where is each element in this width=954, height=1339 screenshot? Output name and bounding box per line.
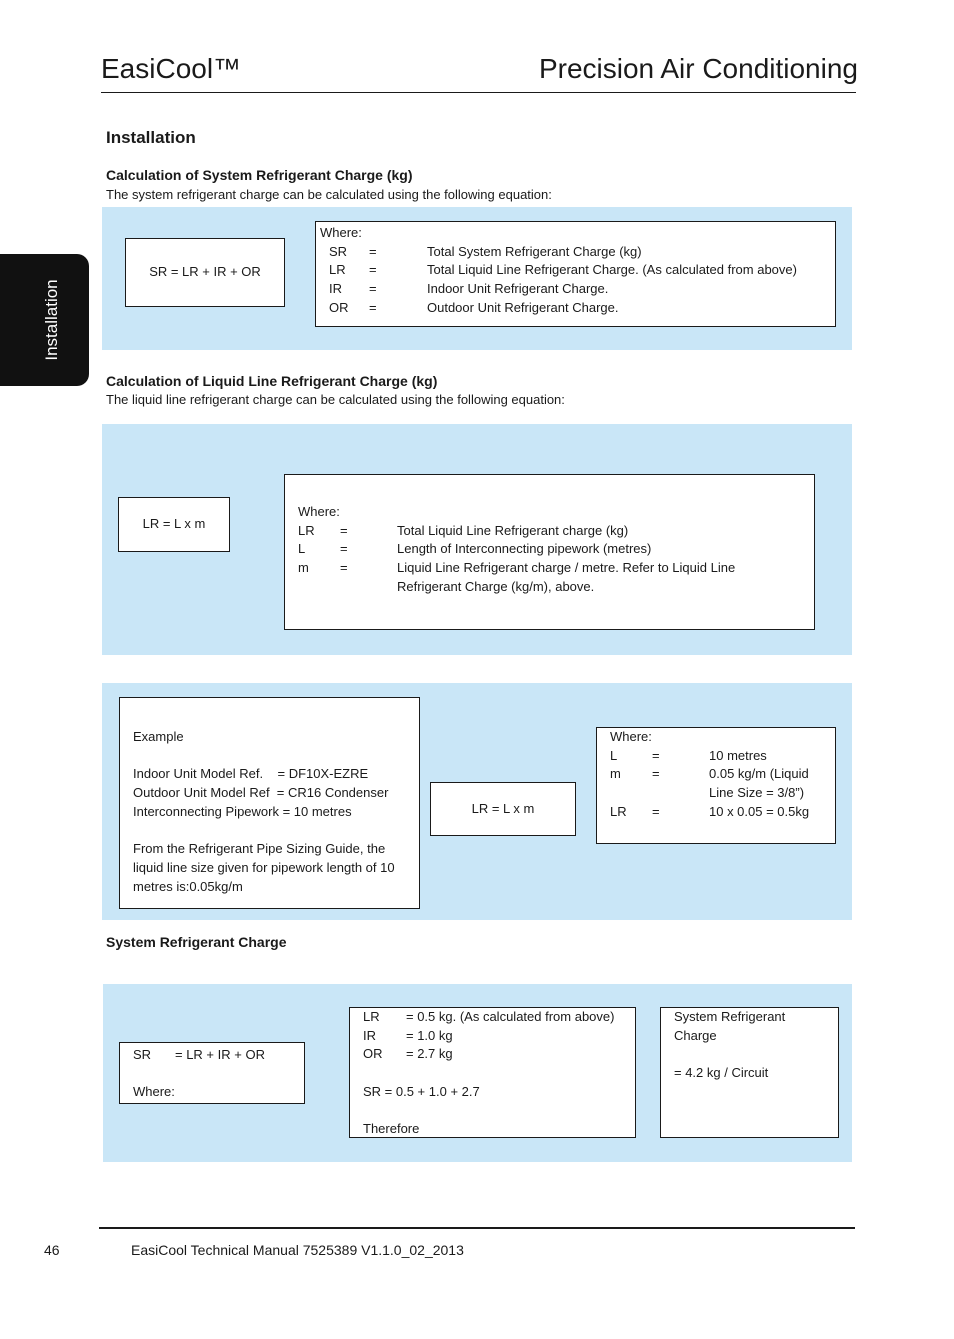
system-charge-panel bbox=[102, 207, 852, 350]
example-note: From the Refrigerant Pipe Sizing Guide, the liquid line size given for pipework length of 10 metres is:0.05kg/m bbox=[133, 841, 395, 894]
definition-equals: = bbox=[369, 281, 377, 297]
definition-row bbox=[298, 540, 801, 559]
definition-row bbox=[610, 803, 831, 822]
result-label: System Refrigerant Charge bbox=[674, 1009, 786, 1043]
value-symbol: LR bbox=[363, 1009, 380, 1024]
definition-equals: = bbox=[652, 803, 660, 819]
where-label: Where: bbox=[320, 225, 362, 240]
definition-text: Outdoor Unit Refrigerant Charge. bbox=[427, 299, 619, 315]
definition-symbol: IR bbox=[329, 281, 342, 297]
definition-row bbox=[329, 299, 831, 318]
definition-equals: = bbox=[340, 560, 348, 576]
definition-equals: = bbox=[369, 299, 377, 315]
definition-text: 10 x 0.05 = 0.5kg bbox=[709, 803, 810, 819]
sum-line: SR = 0.5 + 1.0 + 2.7 bbox=[363, 1083, 480, 1099]
example-equation: LR = L x m bbox=[471, 800, 535, 816]
example-title: Example bbox=[133, 729, 184, 744]
definition-equals: = bbox=[652, 747, 660, 763]
value-symbol: IR bbox=[363, 1027, 376, 1043]
definition-text: 0.05 kg/m (Liquid Line Size = 3/8”) bbox=[709, 766, 809, 801]
header-rule bbox=[101, 92, 856, 93]
definition-symbol: m bbox=[298, 560, 309, 576]
definition-text: Total Liquid Line Refrigerant Charge. (As calculated from above) bbox=[427, 262, 797, 278]
header-brand: EasiCool™ bbox=[101, 53, 242, 84]
value-row bbox=[363, 1045, 631, 1064]
system-equation: SR = LR + IR + OR bbox=[149, 264, 261, 280]
definition-row bbox=[329, 243, 831, 262]
example-line: Indoor Unit Model Ref. = DF10X-EZRE bbox=[133, 766, 369, 782]
definition-symbol: LR bbox=[329, 262, 346, 278]
definition-row bbox=[610, 765, 831, 802]
side-tab-label: Installation bbox=[42, 279, 61, 361]
definition-equals: = bbox=[652, 766, 660, 782]
where-label: Where: bbox=[610, 729, 652, 744]
definition-text: Total Liquid Line Refrigerant charge (kg) bbox=[397, 522, 629, 538]
definition-equals: = bbox=[340, 522, 348, 538]
side-tab bbox=[0, 254, 89, 386]
liquid-charge-intro: The liquid line refrigerant charge can be calculated using the following equation: bbox=[106, 392, 565, 407]
value-row bbox=[363, 1027, 631, 1046]
definition-text: Indoor Unit Refrigerant Charge. bbox=[427, 281, 609, 297]
definition-text: Liquid Line Refrigerant charge / metre. Refer to Liquid Line Refrigerant Charge (kg/m), above. bbox=[397, 560, 736, 594]
therefore-line: Therefore bbox=[363, 1121, 420, 1137]
example-box bbox=[119, 697, 420, 909]
value-text: = 1.0 kg bbox=[406, 1027, 453, 1043]
example-definitions-box bbox=[596, 727, 836, 844]
definition-equals: = bbox=[369, 243, 377, 259]
definition-symbol: SR bbox=[329, 243, 348, 259]
definition-row bbox=[610, 747, 831, 766]
system-result-values-box bbox=[349, 1007, 636, 1138]
system-charge-intro: The system refrigerant charge can be calculated using the following equation: bbox=[106, 187, 552, 202]
where-label: Where: bbox=[133, 1084, 175, 1100]
where-label: Where: bbox=[298, 504, 340, 519]
example-line: Outdoor Unit Model Ref = CR16 Condenser bbox=[133, 785, 389, 801]
value-text: = 0.5 kg. (As calculated from above) bbox=[406, 1009, 615, 1024]
system-result-equation-box bbox=[119, 1042, 305, 1104]
result-value: = 4.2 kg / Circuit bbox=[674, 1065, 769, 1081]
definition-symbol: LR bbox=[298, 522, 315, 538]
liquid-equation-box bbox=[118, 497, 230, 552]
system-result-total-box bbox=[660, 1007, 839, 1138]
value-row bbox=[363, 1008, 631, 1027]
header-title: Precision Air Conditioning bbox=[538, 53, 858, 84]
liquid-definitions-box bbox=[284, 474, 815, 630]
footer-rule bbox=[99, 1227, 855, 1229]
system-result-heading: System Refrigerant Charge bbox=[106, 934, 287, 950]
system-charge-heading: Calculation of System Refrigerant Charge (kg) bbox=[106, 167, 413, 183]
liquid-equation: LR = L x m bbox=[142, 516, 206, 532]
definition-symbol: LR bbox=[610, 803, 627, 819]
example-line: Interconnecting Pipework = 10 metres bbox=[133, 803, 352, 819]
definition-text: Total System Refrigerant Charge (kg) bbox=[427, 243, 642, 259]
definition-equals: = bbox=[340, 541, 348, 557]
example-equation-box bbox=[430, 782, 576, 836]
value-symbol: OR bbox=[363, 1046, 383, 1062]
definition-row bbox=[298, 522, 801, 541]
page-number: 46 bbox=[44, 1242, 60, 1258]
definition-text: 10 metres bbox=[709, 747, 767, 763]
example-panel bbox=[102, 683, 852, 920]
definition-text: Length of Interconnecting pipework (metres) bbox=[397, 541, 652, 557]
liquid-charge-panel bbox=[102, 424, 852, 655]
value-text: = 2.7 kg bbox=[406, 1046, 453, 1062]
definition-equals: = bbox=[369, 262, 377, 278]
footer-text: EasiCool Technical Manual 7525389 V1.1.0_02_2013 bbox=[131, 1242, 464, 1258]
system-result-panel bbox=[103, 984, 852, 1162]
section-title: Installation bbox=[106, 128, 196, 147]
definition-symbol: OR bbox=[329, 299, 349, 315]
definition-row bbox=[329, 261, 831, 280]
definition-symbol: L bbox=[298, 541, 306, 557]
definition-symbol: L bbox=[610, 747, 618, 763]
system-definitions-box bbox=[315, 221, 836, 327]
definition-symbol: m bbox=[610, 766, 621, 782]
equation-row bbox=[133, 1046, 300, 1065]
definition-row bbox=[298, 559, 801, 596]
equation-rhs: = LR + IR + OR bbox=[175, 1047, 265, 1062]
system-equation-box bbox=[125, 238, 285, 307]
definition-row bbox=[329, 280, 831, 299]
equation-symbol: SR bbox=[133, 1047, 152, 1062]
liquid-charge-heading: Calculation of Liquid Line Refrigerant Charge (kg) bbox=[106, 373, 438, 389]
